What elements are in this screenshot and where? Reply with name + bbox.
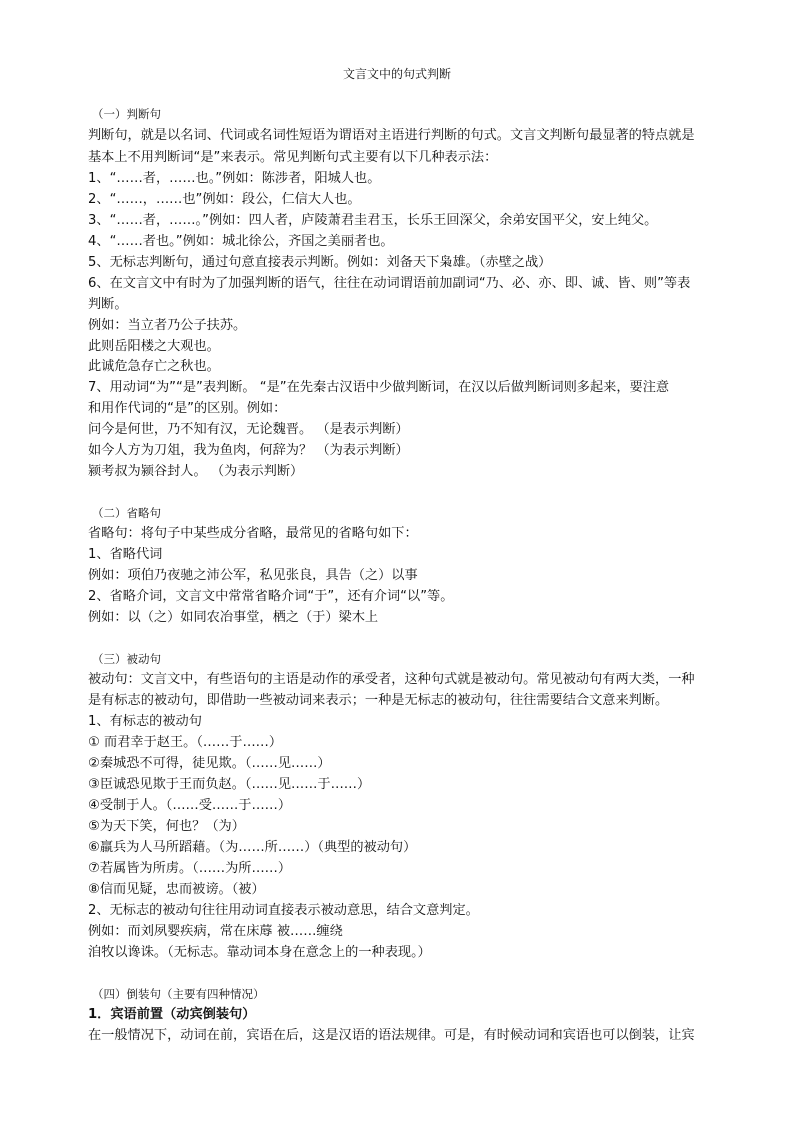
- list-item: 和用作代词的“是”的区别。例如：: [88, 401, 287, 416]
- example-line: ④受制于人。（……受……于……）: [88, 798, 292, 813]
- list-item: 1、“……者，……也。”例如：陈涉者，阳城人也。: [88, 171, 381, 186]
- example-line: ⑧信而见疑，忠而被谤。（被）: [88, 882, 265, 897]
- section-heading-ellipsis: （二）省略句: [92, 506, 161, 520]
- paragraph-line: 基本上不用判断词“是”来表示。常见判断句式主要有以下几种表示法：: [88, 150, 498, 165]
- example-line: ②秦城恐不可得，徒见欺。（……见……）: [88, 756, 331, 771]
- list-item: 3、“……者，……。”例如：四人者，庐陵萧君圭君玉，长乐王回深父，余弟安国平父，安上纯父。: [88, 213, 658, 228]
- example-line: ⑥羸兵为人马所蹈藉。（为……所……）（典型的被动句）: [88, 840, 417, 855]
- example-line: 此则岳阳楼之大观也。: [88, 339, 220, 354]
- list-item: 1、有标志的被动句: [88, 714, 202, 729]
- paragraph-line: 判断句，就是以名词、代词或名词性短语为谓语对主语进行判断的句式。文言文判断句最显著的特点就是: [88, 128, 695, 143]
- list-item: 5、无标志判断句，通过句意直接表示判断。例如：刘备天下枭雄。（赤壁之战）: [88, 255, 552, 270]
- paragraph-line: 是有标志的被动句，即借助一些被动词来表示；一种是无标志的被动句，往往需要结合文意来判断。: [88, 693, 669, 708]
- example-line: 洎牧以谗诛。（无标志。靠动词本身在意念上的一种表现。）: [88, 945, 431, 960]
- list-item: 2、省略介词，文言文中常常省略介词“于”，还有介词“以”等。: [88, 589, 454, 604]
- list-item: 1、省略代词: [88, 547, 163, 562]
- example-line: ⑦若属皆为所虏。（……为所……）: [88, 861, 292, 876]
- example-line: 例如：项伯乃夜驰之沛公军，私见张良，具告（之）以事: [88, 568, 418, 583]
- example-line: 例如：当立者乃公子扶苏。: [88, 318, 247, 333]
- example-line: 如今人方为刀俎，我为鱼肉，何辞为？ （为表示判断）: [88, 443, 409, 458]
- paragraph-line: 省略句：将句子中某些成分省略，最常见的省略句如下：: [88, 526, 418, 541]
- list-item: 判断。: [88, 297, 128, 312]
- paragraph-line: 在一般情况下，动词在前，宾语在后，这是汉语的语法规律。可是，有时候动词和宾语也可以倒装，让宾: [88, 1028, 695, 1043]
- example-line: ⑤为天下笑，何也？（为）: [88, 819, 245, 834]
- example-line: ① 而君幸于赵王。（……于……）: [88, 735, 283, 750]
- example-line: 颍考叔为颍谷封人。 （为表示判断）: [88, 464, 304, 479]
- list-item: 4、“……者也。”例如：城北徐公，齐国之美丽者也。: [88, 234, 394, 249]
- list-item: 6、在文言文中有时为了加强判断的语气，往往在动词谓语前加副词“乃、必、亦、即、诚、皆、则”等表: [88, 276, 691, 291]
- page-title: 文言文中的句式判断: [342, 67, 451, 81]
- example-line: 问今是何世，乃不知有汉，无论魏晋。 （是表示判断）: [88, 422, 409, 437]
- example-line: ③臣诚恐见欺于王而负赵。（……见……于……）: [88, 777, 371, 792]
- list-item: 2、无标志的被动句往往用动词直接表示被动意思，结合文意判定。: [88, 903, 479, 918]
- paragraph-line: 被动句：文言文中，有些语句的主语是动作的承受者，这种句式就是被动句。常见被动句有两大类，一种: [88, 672, 695, 687]
- list-item: 2、“……，……也”例如：段公，仁信大人也。: [88, 192, 361, 207]
- example-line: 此诚危急存亡之秋也。: [88, 359, 220, 374]
- subheading-object-preposition: 1．宾语前置（动宾倒装句）: [88, 1007, 256, 1022]
- section-heading-passive: （三）被动句: [92, 652, 161, 666]
- list-item: 7、用动词“为”“是”表判断。 “是”在先秦古汉语中少做判断词，在汉以后做判断词则多起来，要注意: [88, 380, 670, 395]
- example-line: 例如：以（之）如同农冶事堂，栖之（于）梁木上: [88, 610, 379, 625]
- section-heading-inversion: （四）倒装句（主要有四种情况）: [92, 987, 265, 1001]
- section-heading-judgment: （一）判断句: [92, 107, 161, 121]
- example-line: 例如：而刘夙婴疾病，常在床蓐 被……缠绕: [88, 924, 343, 939]
